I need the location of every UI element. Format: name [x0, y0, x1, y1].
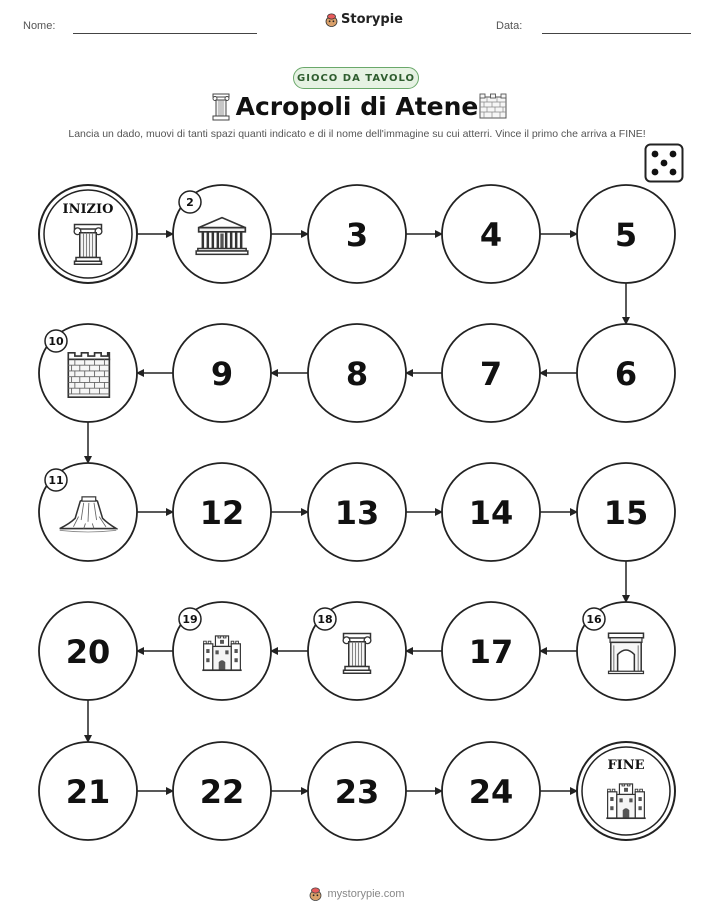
board-space-17[interactable]	[442, 602, 540, 700]
footer-site: mystorypie.com	[327, 888, 405, 900]
space-number: 21	[65, 773, 111, 811]
stone-tower-icon	[68, 353, 109, 397]
board-space-14[interactable]	[442, 463, 540, 561]
board-space-13[interactable]	[308, 463, 406, 561]
space-badge-number: 10	[48, 335, 64, 348]
space-number: 4	[479, 216, 503, 254]
space-number: 24	[468, 773, 514, 811]
board-space-9[interactable]	[173, 324, 271, 422]
page-title: Acropoli di Atene	[235, 92, 479, 121]
start-label: INIZIO	[62, 202, 114, 217]
board-space-25[interactable]	[577, 742, 675, 840]
space-badge-number: 11	[48, 474, 64, 487]
board-space-15[interactable]	[577, 463, 675, 561]
space-number: 8	[345, 355, 369, 393]
board-space-3[interactable]	[308, 185, 406, 283]
board-space-1[interactable]	[39, 185, 137, 283]
board-space-21[interactable]	[39, 742, 137, 840]
date-label: Data:	[496, 20, 523, 32]
board-space-22[interactable]	[173, 742, 271, 840]
space-number: 22	[199, 773, 245, 811]
storypie-mascot-icon	[309, 887, 322, 901]
space-badge-number: 18	[317, 613, 333, 626]
board-space-12[interactable]	[173, 463, 271, 561]
space-number: 15	[603, 494, 649, 532]
fortress-icon	[202, 636, 241, 671]
space-badge-number: 16	[586, 613, 602, 626]
board-space-6[interactable]	[577, 324, 675, 422]
space-badge-number: 19	[182, 613, 198, 626]
space-number: 9	[210, 355, 234, 393]
fortress-icon	[606, 784, 645, 819]
board-space-2[interactable]	[173, 185, 271, 283]
space-number: 13	[334, 494, 380, 532]
board-space-19[interactable]	[173, 602, 271, 700]
board-space-23[interactable]	[308, 742, 406, 840]
brand-name: Storypie	[341, 12, 403, 27]
instructions: Lancia un dado, muovi di tanti spazi quanti indicato e di il nome dell'immagine su cui atterri. Vince il primo che arriva a FINE!	[68, 128, 646, 140]
space-number: 20	[65, 633, 111, 671]
board-space-4[interactable]	[442, 185, 540, 283]
space-number: 5	[614, 216, 638, 254]
space-badge-number: 2	[186, 196, 194, 209]
finish-label: FINE	[607, 758, 645, 773]
board-space-8[interactable]	[308, 324, 406, 422]
board-space-18[interactable]	[308, 602, 406, 700]
space-number: 17	[468, 633, 514, 671]
board-space-24[interactable]	[442, 742, 540, 840]
board-space-11[interactable]	[39, 463, 137, 561]
space-number: 14	[468, 494, 514, 532]
board-space-16[interactable]	[577, 602, 675, 700]
board-space-5[interactable]	[577, 185, 675, 283]
board-space-7[interactable]	[442, 324, 540, 422]
space-number: 23	[334, 773, 380, 811]
space-number: 6	[614, 355, 638, 393]
footer	[0, 887, 714, 901]
space-number: 12	[199, 494, 245, 532]
board-space-10[interactable]	[39, 324, 137, 422]
name-label: Nome:	[23, 20, 56, 32]
space-number: 7	[479, 355, 503, 393]
space-number: 3	[345, 216, 369, 254]
game-type-badge: GIOCO DA TAVOLO	[293, 67, 419, 89]
board-space-20[interactable]	[39, 602, 137, 700]
